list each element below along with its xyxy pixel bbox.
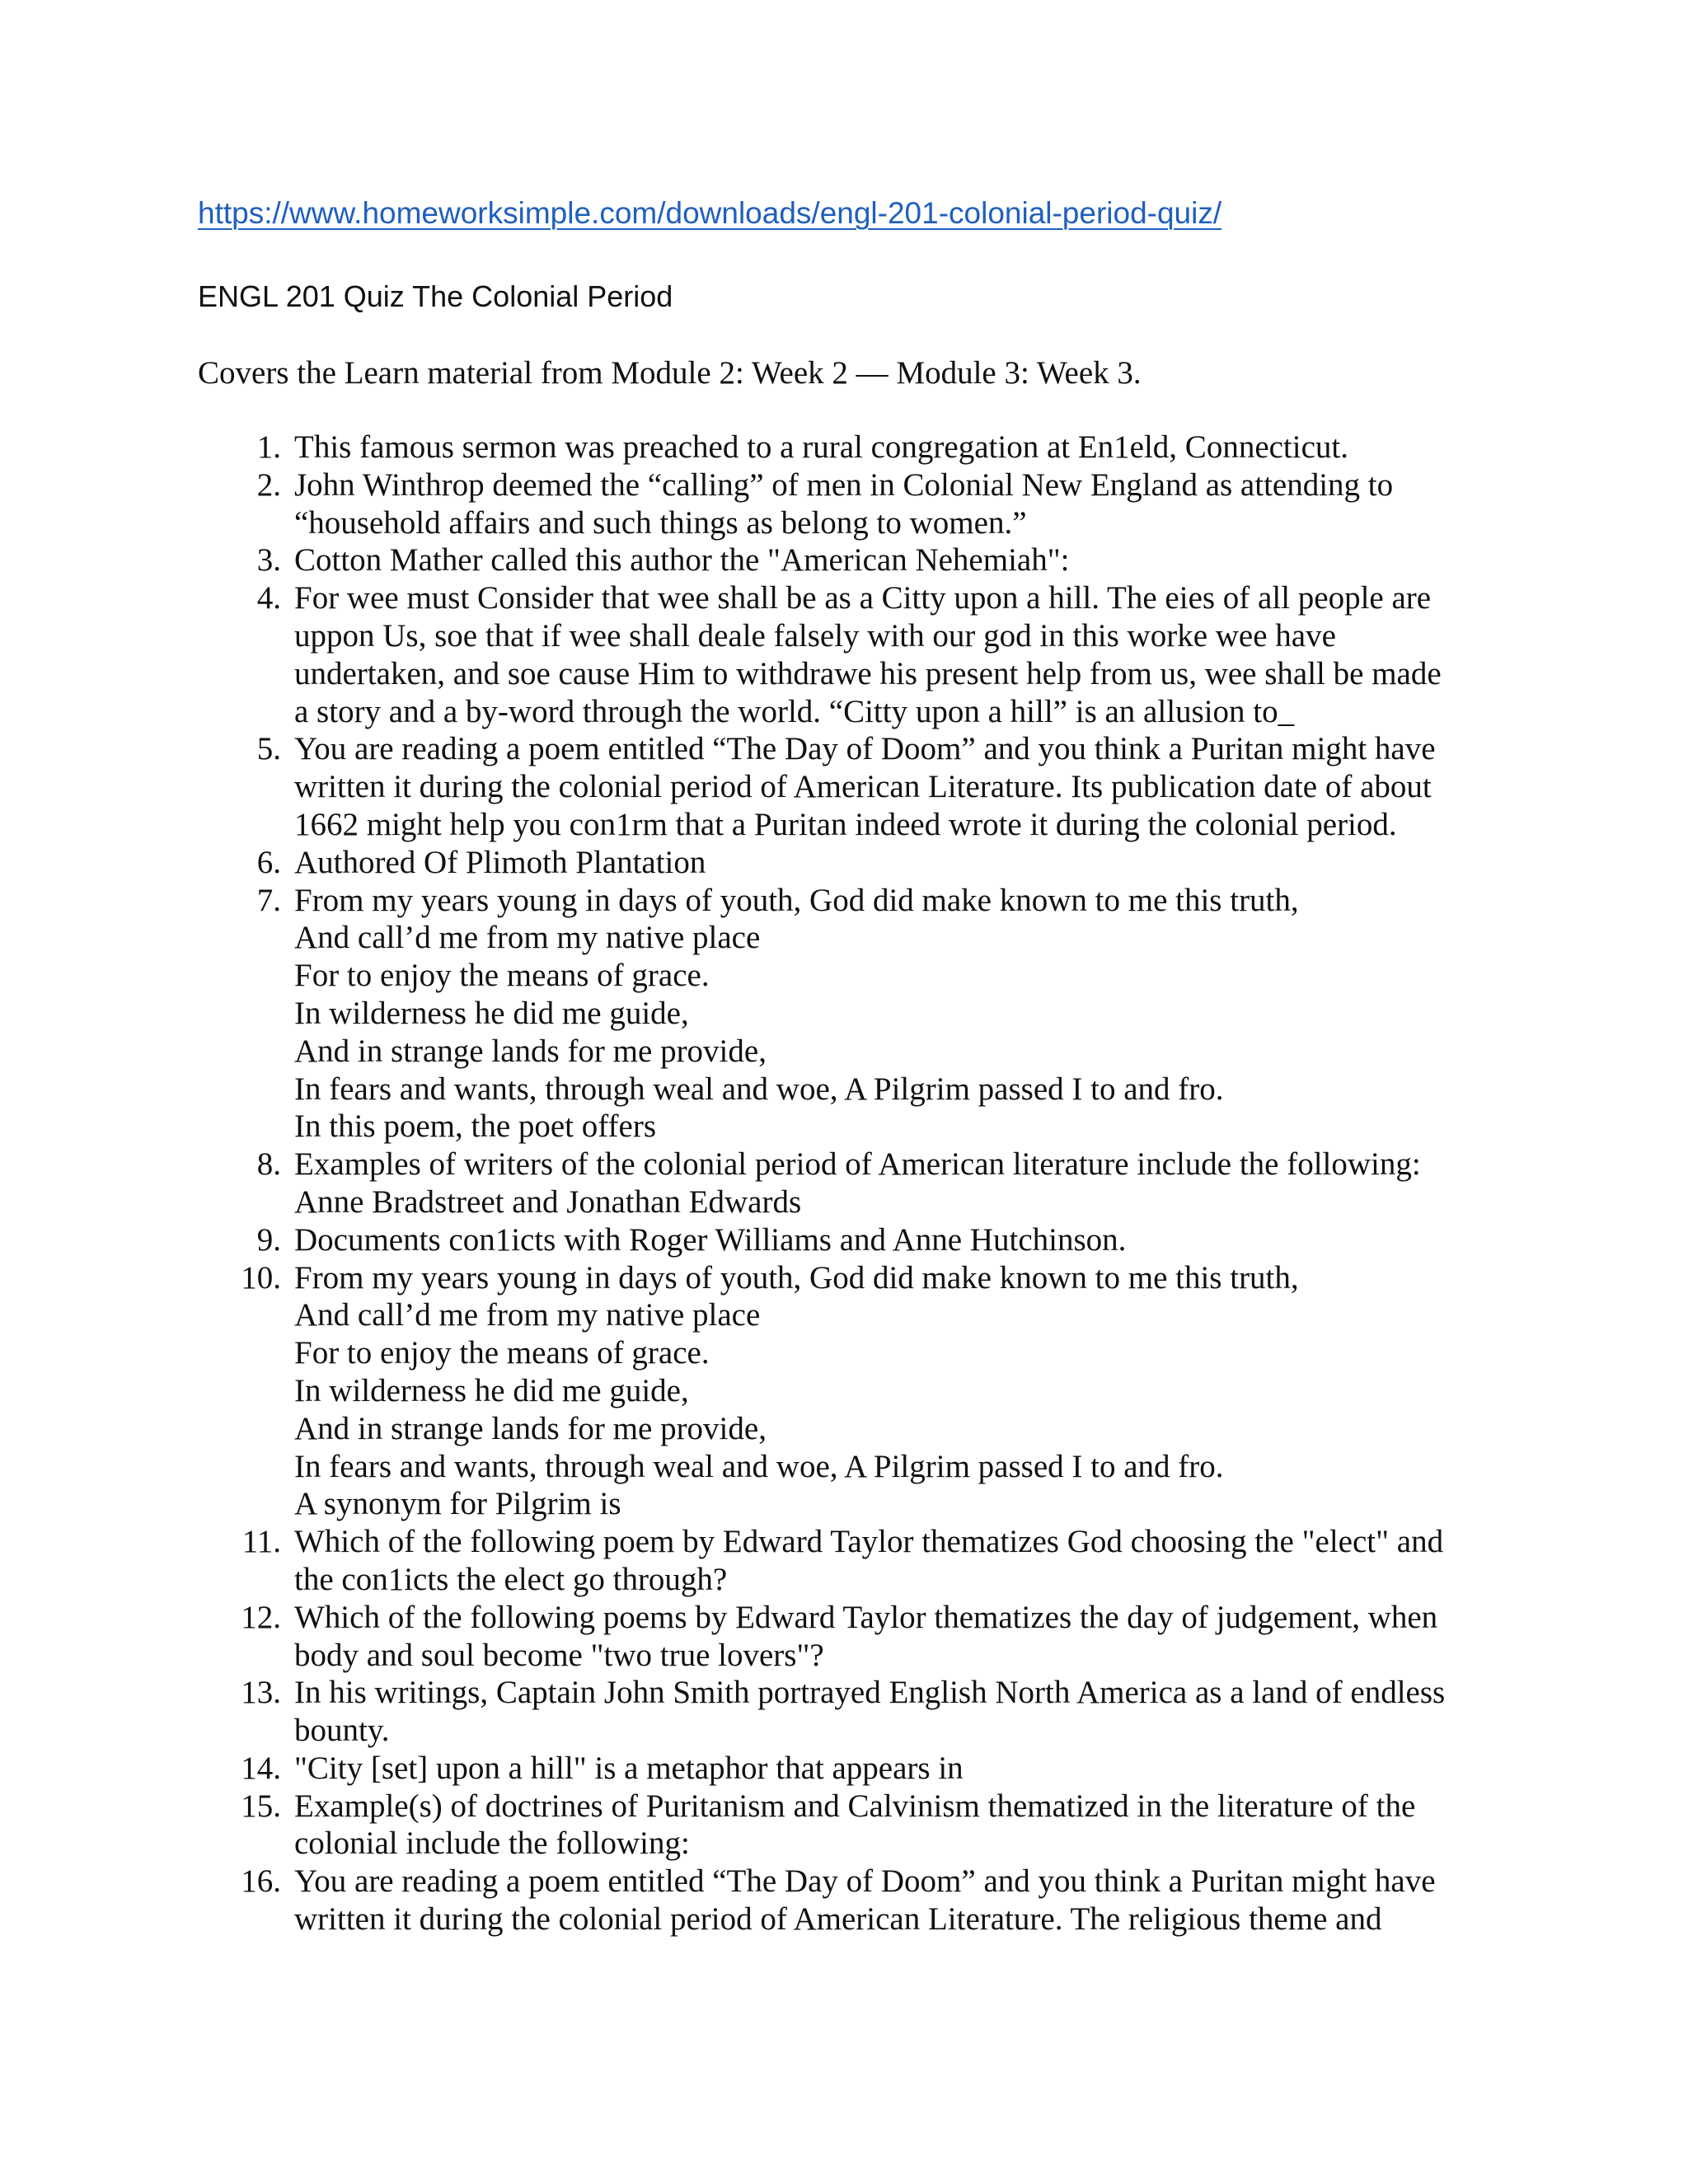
- question-item: [0, 1788, 1498, 1863]
- question-text-line: You are reading a poem entitled “The Day of Doom” and you think a Puritan might have: [294, 1863, 1436, 1900]
- question-text-line: You are reading a poem entitled “The Day of Doom” and you think a Puritan might have: [294, 731, 1436, 767]
- question-item: [0, 1221, 1498, 1259]
- question-item: [0, 429, 1498, 466]
- question-number: 9.: [256, 1221, 281, 1258]
- question-number: 7.: [256, 882, 281, 918]
- question-text-line: From my years young in days of youth, God did make known to me this truth,: [294, 1259, 1299, 1296]
- question-text-line: “household affairs and such things as belong to women.”: [294, 504, 1027, 541]
- question-item: [0, 466, 1498, 542]
- question-item: [0, 1599, 1498, 1675]
- question-text-line: 1662 might help you con1rm that a Puritan indeed wrote it during the colonial period.: [294, 806, 1397, 842]
- question-item: [0, 882, 1498, 1146]
- question-text-line: For to enjoy the means of grace.: [294, 958, 710, 994]
- source-link[interactable]: https://www.homeworksimple.com/downloads/engl-201-colonial-period-quiz/: [198, 196, 1222, 230]
- question-text-line: Anne Bradstreet and Jonathan Edwards: [294, 1183, 802, 1220]
- question-text-line: a story and a by-word through the world. “Citty upon a hill” is an allusion to_: [294, 693, 1295, 729]
- question-text-line: written it during the colonial period of American Literature. Its publication date of about: [294, 769, 1432, 805]
- question-text-line: Authored Of Plimoth Plantation: [294, 844, 706, 880]
- question-number: 8.: [256, 1146, 281, 1183]
- question-text-line: undertaken, and soe cause Him to withdrawe his present help from us, wee shall be made: [294, 655, 1442, 691]
- question-item: [0, 1750, 1498, 1788]
- question-text-line: "City [set] upon a hill" is a metaphor that appears in: [294, 1750, 964, 1786]
- question-item: [0, 730, 1498, 843]
- question-text-line: In his writings, Captain John Smith portrayed English North America as a land of endless: [294, 1675, 1446, 1711]
- question-text-line: body and soul become "two true lovers"?: [294, 1637, 824, 1673]
- question-text-line: In wilderness he did me guide,: [294, 1372, 689, 1408]
- question-text-line: Cotton Mather called this author the "American Nehemiah":: [294, 542, 1070, 579]
- question-text-line: And in strange lands for me provide,: [294, 1410, 767, 1446]
- question-text-line: In wilderness he did me guide,: [294, 995, 689, 1031]
- question-text-line: Which of the following poem by Edward Taylor thematizes God choosing the "elect" and: [294, 1524, 1444, 1560]
- question-text-line: Documents con1icts with Roger Williams and Anne Hutchinson.: [294, 1221, 1127, 1258]
- question-item: [0, 579, 1498, 730]
- question-number: 14.: [241, 1750, 281, 1786]
- question-text-line: For to enjoy the means of grace.: [294, 1335, 710, 1371]
- question-number: 10.: [241, 1259, 281, 1296]
- question-item: [0, 1523, 1498, 1599]
- question-number: 11.: [241, 1524, 281, 1560]
- question-item: [0, 1146, 1498, 1221]
- question-text-line: In this poem, the poet offers: [294, 1108, 657, 1145]
- question-number: 6.: [256, 844, 281, 880]
- quiz-title: ENGL 201 Quiz The Colonial Period: [198, 279, 673, 313]
- question-text-line: bounty.: [294, 1713, 390, 1749]
- question-text-line: uppon Us, soe that if wee shall deale falsely with our god in this worke wee have: [294, 617, 1336, 654]
- question-item: [0, 1674, 1498, 1750]
- question-item: [0, 844, 1498, 882]
- question-number: 15.: [241, 1788, 281, 1824]
- question-text-line: colonial include the following:: [294, 1825, 690, 1862]
- question-number: 5.: [256, 731, 281, 767]
- question-text-line: This famous sermon was preached to a rural congregation at En1eld, Connecticut.: [294, 429, 1349, 465]
- question-item: [0, 1259, 1498, 1524]
- question-text-line: Which of the following poems by Edward Taylor thematizes the day of judgement, when: [294, 1599, 1438, 1635]
- question-text-line: For wee must Consider that wee shall be as a Citty upon a hill. The eies of all people are: [294, 580, 1432, 616]
- question-number: 16.: [241, 1863, 281, 1900]
- question-list: [0, 429, 1688, 1938]
- question-text-line: In fears and wants, through weal and woe, A Pilgrim passed I to and fro.: [294, 1071, 1224, 1107]
- question-text-line: In fears and wants, through weal and woe, A Pilgrim passed I to and fro.: [294, 1448, 1224, 1484]
- question-number: 13.: [241, 1675, 281, 1711]
- question-text-line: Examples of writers of the colonial period of American literature include the following:: [294, 1146, 1421, 1183]
- question-text-line: A synonym for Pilgrim is: [294, 1486, 621, 1522]
- question-text-line: written it during the colonial period of American Literature. The religious theme and: [294, 1901, 1382, 1938]
- question-item: [0, 1863, 1498, 1938]
- question-text-line: And in strange lands for me provide,: [294, 1033, 767, 1069]
- question-number: 1.: [256, 429, 281, 465]
- question-text-line: the con1icts the elect go through?: [294, 1561, 728, 1597]
- question-number: 3.: [256, 542, 281, 579]
- question-item: [0, 541, 1498, 579]
- question-text-line: And call’d me from my native place: [294, 920, 761, 956]
- question-number: 4.: [256, 580, 281, 616]
- question-text-line: Example(s) of doctrines of Puritanism and Calvinism thematized in the literature of the: [294, 1788, 1416, 1824]
- question-text-line: And call’d me from my native place: [294, 1297, 761, 1333]
- question-text-line: From my years young in days of youth, God did make known to me this truth,: [294, 882, 1299, 918]
- question-text-line: John Winthrop deemed the “calling” of men in Colonial New England as attending to: [294, 466, 1394, 503]
- intro-text: Covers the Learn material from Module 2: Week 2 — Module 3: Week 3.: [198, 355, 1142, 391]
- question-number: 2.: [256, 466, 281, 503]
- question-number: 12.: [241, 1599, 281, 1635]
